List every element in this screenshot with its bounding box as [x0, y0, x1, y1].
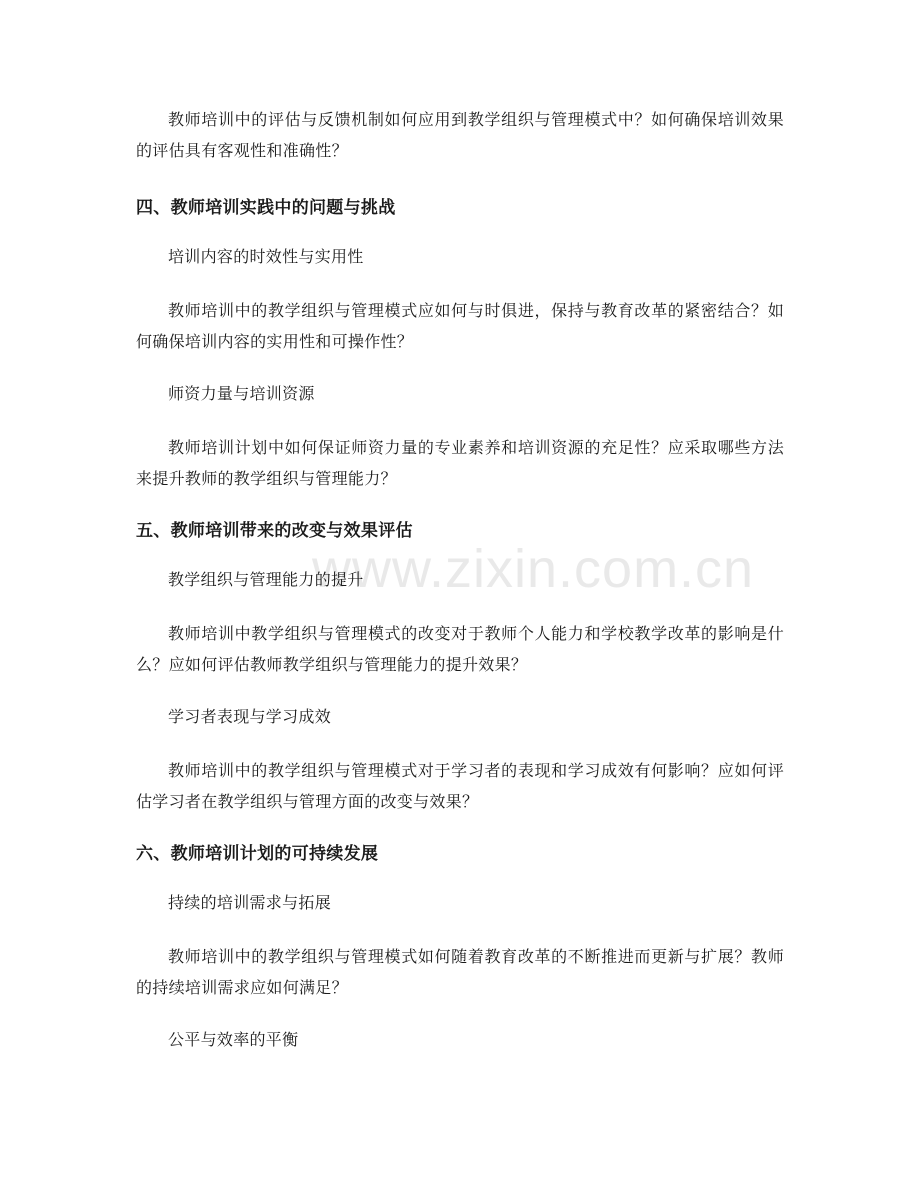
paragraph-learner-performance: 教师培训中的教学组织与管理模式对于学习者的表现和学习成效有何影响？应如何评估学习者在教学组织与管理方面的改变与效果？: [136, 761, 784, 811]
subheading-timeliness: 培训内容的时效性与实用性: [168, 247, 364, 266]
paragraph-ability-improvement: 教师培训中教学组织与管理模式的改变对于教师个人能力和学校教学改革的影响是什么？应如何评估教师教学组织与管理能力的提升效果？: [136, 624, 784, 674]
section-heading-4: 四、教师培训实践中的问题与挑战: [136, 198, 396, 218]
section-heading-6: 六、教师培训计划的可持续发展: [136, 844, 379, 864]
paragraph-continuous-needs: 教师培训中的教学组织与管理模式如何随着教育改革的不断推进而更新与扩展？教师的持续培训需求应如何满足？: [136, 947, 784, 997]
paragraph-timeliness: 教师培训中的教学组织与管理模式应如何与时俱进，保持与教育改革的紧密结合？如何确保培训内容的实用性和可操作性？: [136, 301, 784, 351]
subheading-fairness-efficiency: 公平与效率的平衡: [168, 1030, 299, 1049]
subheading-learner-performance: 学习者表现与学习成效: [168, 707, 332, 726]
subheading-ability-improvement: 教学组织与管理能力的提升: [168, 570, 364, 589]
paragraph-evaluation-feedback: 教师培训中的评估与反馈机制如何应用到教学组织与管理模式中？如何确保培训效果的评估具有客观性和准确性？: [136, 110, 784, 160]
paragraph-faculty-resources: 教师培训计划中如何保证师资力量的专业素养和培训资源的充足性？应采取哪些方法来提升教师的教学组织与管理能力？: [136, 438, 784, 488]
section-heading-5: 五、教师培训带来的改变与效果评估: [136, 521, 413, 541]
subheading-continuous-needs: 持续的培训需求与拓展: [168, 893, 332, 912]
watermark: www.zixin.com.cn: [312, 539, 755, 599]
subheading-faculty-resources: 师资力量与培训资源: [168, 384, 315, 403]
